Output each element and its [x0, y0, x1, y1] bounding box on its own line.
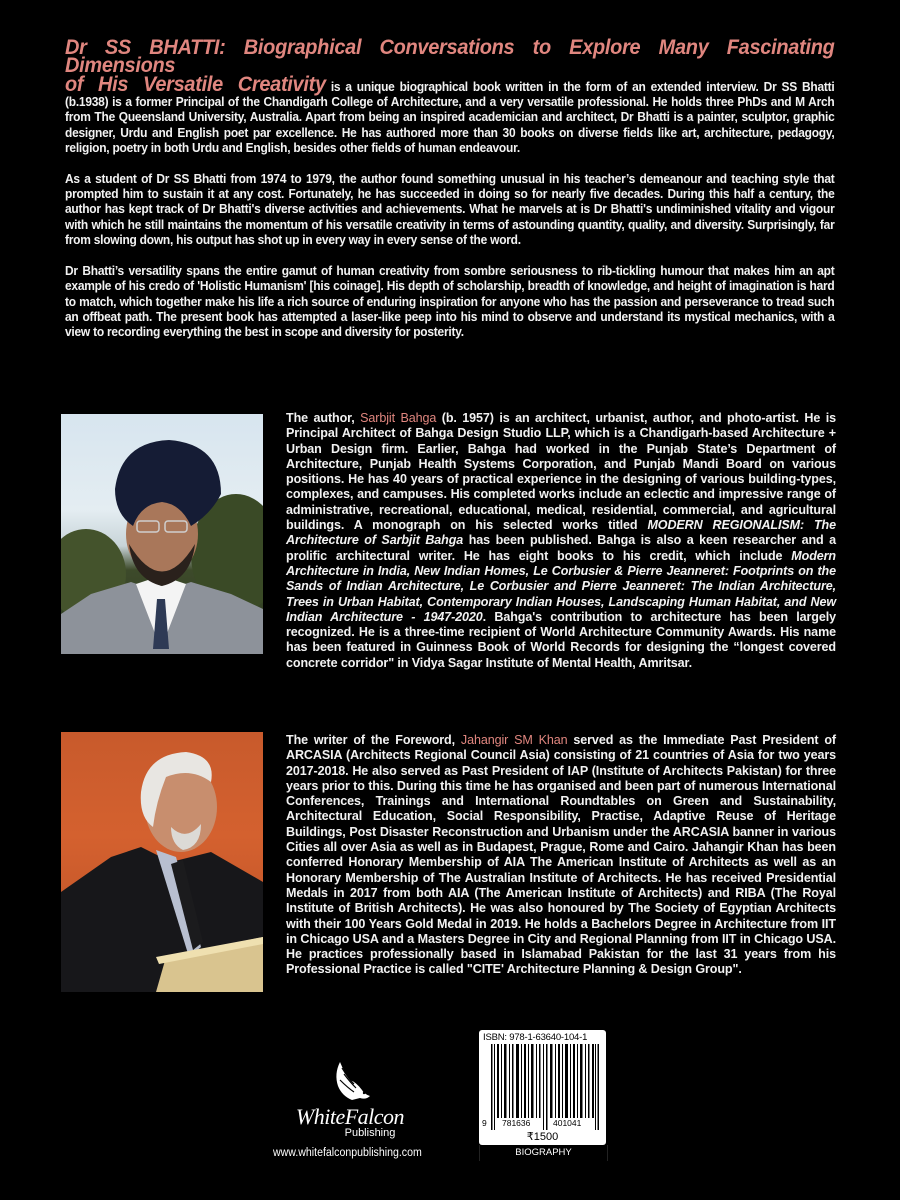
author-bio-text-2: has been published. Bahga is also a keen researcher and a prolific architectural writer. He has eight books to his credit, which include [286, 533, 837, 563]
barcode-prefix-digit: 9 [482, 1118, 487, 1128]
author-portrait-illustration [61, 414, 263, 654]
intro-paragraph-1-text: is a unique biographical book written in the form of an extended interview. Dr SS Bhatti (b.1938) is a former Principal of the Chandigarh College of Architecture, and a very versatile professional. He holds three PhDs and M Arch from The Queensland University, Australia. Apart from being an inspired academician and architect, Dr Bhatti is a painter, sculptor, graphic designer, Urdu and English poet par excellence. He has authored more than 30 books on diverse fields like art, architecture, pedagogy, religion, poetry in both Urdu and English, besides other fields of human endeavour. [65, 79, 835, 156]
author-name: Sarbjit Bahga [360, 411, 437, 425]
intro-paragraph-3: Dr Bhatti’s versatility spans the entire gamut of human creativity from sombre seriousness to rib-tickling humour that makes him an apt example of his credo of 'Holistic Humanism' [his coinage]. His depth of scholarship, breadth of knowledge, and height of imagination is hard to match, which together make his life a rich source of enduring inspiration for anyone who has the passion and perseverance to tread such an offbeat path. The present book has attempted a laser-like peep into his mind to observe and understand its mystical mechanics, with a view to recording everything the best in scope and diversity for posterity. [65, 263, 835, 340]
barcode-digits-right: 401041 [553, 1118, 582, 1128]
foreword-bio-text: served as the Immediate Past President of ARCASIA (Architects Regional Council Asia) consisting of 21 countries of Asia for two years 2017-2018. He also served as Past President of IAP (Institute of Architects Pakistan) for three years prior to this. During this time he has organised and been part of numerous International Conferences, Trainings and International Roundtables on Green and Sustainability, Architectural Education, Social Responsibility, Practise, Adaptive Reuse of Heritage Buildings, Post Disaster Reconstruction and Urbanism under the ARCASIA banner in various Cities all over Asia as well as in Budapest, Prague, Rome and Cairo. Jahangir Khan has been conferred Honorary Membership of AIA The American Institute of Architects as well as an Honorary Membership of The Australian Institute of Architects. He has received Presidential Medals in 2017 from both AIA (The American Institute of Architects) and RIBA (The Royal Institute of British Architects). He was also honoured by The Society of Egyptian Architects with their 100 Years Gold Medal in 2019. He holds a Bachelors Degree in Architecture from IIT in Chicago USA and a Masters Degree in City and Regional Planning from IIT in Chicago USA. He practices professionally based in Islamabad Pakistan for the last 31 years from his Professional Practice is called "CITE' Architecture Planning & Design Group". [286, 733, 836, 977]
foreword-writer-photo [61, 732, 263, 992]
publisher-logo [270, 1060, 430, 1139]
author-bio-text-3: . Bahga's contribution to architecture has been largely recognized. He is a three-time recipient of World Architecture Community Awards. His name has been featured in Guinness Book of World Records for designing the “longest covered concrete corridor" in Vidya Sagar Institute of Mental Health, Amritsar. [286, 609, 836, 670]
intro-paragraph-2: As a student of Dr SS Bhatti from 1974 to 1979, the author found something unusual in his teacher’s demeanour and teaching style that prompted him to sustain it at any cost. Fortunately, he has succeeded in doing so for nearly five decades. During this half a century, the author has kept track of Dr Bhatti's diverse activities and achievements. What he marvels at is Dr Bhatti's undiminished vitality and vigour with which he still maintains the momentum of his versatile creativity in terms of astounding quantity, quality, and diversity. Surprisingly, far from slowing down, his output has shot up in every way in every sense of the word. [65, 171, 835, 248]
book-price: ₹1500 [526, 1131, 559, 1143]
author-photo [61, 414, 263, 654]
foreword-bio-lead: The writer of the Foreword, [286, 733, 461, 747]
monograph-title: MODERN REGIONALISM: The Architecture of Sarbjit Bahga [286, 518, 836, 548]
foreword-writer-bio [286, 733, 836, 978]
book-title-line-1: Dr SS BHATTI: Biographical Conversations to Explore Many Fascinating Dimensions [65, 36, 835, 78]
book-category: BIOGRAPHY [479, 1145, 608, 1161]
isbn-barcode [479, 1030, 606, 1145]
author-bio-lead: The author, [286, 411, 361, 425]
foreword-writer-name: Jahangir SM Khan [460, 733, 568, 747]
foreword-writer-portrait-illustration [61, 732, 263, 992]
author-bio [286, 411, 836, 671]
falcon-icon [320, 1060, 380, 1110]
publisher-website[interactable]: www.whitefalconpublishing.com [273, 1147, 422, 1159]
author-bio-text-1: (b. 1957) is an architect, urbanist, author, and photo-artist. He is Principal Architect of Bahga Design Studio LLP, which is a Chandigarh-based Architecture + Urban Design firm. Earlier, Bahga had worked in the Punjab State’s Department of Architecture, Punjab Health Systems Corporation, and Punjab Mandi Board on various positions. He has 40 years of practical experience in the designing of various building-types, complexes, and campuses. His completed works include an eclectic and impressive range of administrative, recreational, educational, medical, residential, commercial, and agricultural buildings. A monograph on his selected works titled [286, 411, 836, 533]
intro-paragraph-1 [65, 36, 835, 156]
author-book-list: Modern Architecture in India, New Indian Homes, Le Corbusier & Pierre Jeanneret: Footprints on the Sands of Indian Architecture, Le Corbusier and Pierre Jeanneret: The Indian Architecture, Trees in Urban Habitat, Contemporary Indian Houses, Landscaping Human Habitat, and New Indian Architecture - 1947-2020 [286, 548, 836, 624]
publisher-subtitle: Publishing [344, 1127, 396, 1139]
isbn-number: ISBN: 978-1-63640-104-1 [483, 1032, 588, 1043]
book-title-line-2: of His Versatile Creativity [65, 72, 326, 96]
book-description [65, 36, 835, 356]
publisher-name: WhiteFalcon [295, 1104, 405, 1129]
barcode-digits-left: 781636 [502, 1118, 531, 1128]
